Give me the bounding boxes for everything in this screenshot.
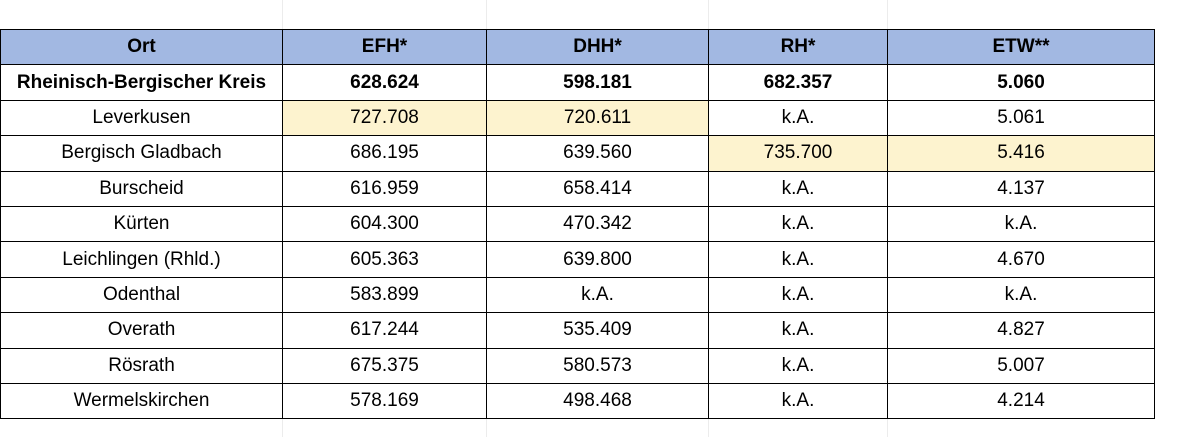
value-cell[interactable]: 535.409 [487,313,709,348]
value-cell[interactable]: k.A. [709,206,888,241]
value-cell[interactable]: 604.300 [283,206,487,241]
value-cell[interactable]: 617.244 [283,313,487,348]
location-cell[interactable]: Rheinisch-Bergischer Kreis [1,65,283,100]
value-cell[interactable]: 686.195 [283,136,487,171]
value-cell[interactable]: 658.414 [487,171,709,206]
value-cell[interactable]: k.A. [709,313,888,348]
location-cell[interactable]: Wermelskirchen [1,383,283,418]
value-cell[interactable]: k.A. [709,171,888,206]
location-cell[interactable]: Burscheid [1,171,283,206]
value-cell[interactable]: 5.416 [888,136,1155,171]
value-cell[interactable]: k.A. [709,277,888,312]
value-cell[interactable]: 735.700 [709,136,888,171]
value-cell[interactable]: 470.342 [487,206,709,241]
value-cell[interactable]: 675.375 [283,348,487,383]
value-cell[interactable]: 4.670 [888,242,1155,277]
value-cell[interactable]: k.A. [888,277,1155,312]
table-row [1,206,1155,241]
value-cell[interactable]: 498.468 [487,383,709,418]
table-row [1,313,1155,348]
table-row [1,171,1155,206]
column-header[interactable]: EFH* [283,30,487,65]
column-header[interactable]: RH* [709,30,888,65]
table-row [1,242,1155,277]
value-cell[interactable]: 4.137 [888,171,1155,206]
value-cell[interactable]: k.A. [709,383,888,418]
table-row [1,65,1155,100]
column-header[interactable]: ETW** [888,30,1155,65]
value-cell[interactable]: 616.959 [283,171,487,206]
value-cell[interactable]: 598.181 [487,65,709,100]
location-cell[interactable]: Kürten [1,206,283,241]
value-cell[interactable]: k.A. [888,206,1155,241]
value-cell[interactable]: 5.060 [888,65,1155,100]
table-row [1,383,1155,418]
location-cell[interactable]: Overath [1,313,283,348]
table-body [1,65,1155,419]
value-cell[interactable]: k.A. [487,277,709,312]
column-header[interactable]: DHH* [487,30,709,65]
value-cell[interactable]: k.A. [709,242,888,277]
location-cell[interactable]: Leichlingen (Rhld.) [1,242,283,277]
location-cell[interactable]: Bergisch Gladbach [1,136,283,171]
table-row [1,277,1155,312]
header-row [1,30,1155,65]
location-cell[interactable]: Rösrath [1,348,283,383]
value-cell[interactable]: 583.899 [283,277,487,312]
value-cell[interactable]: 628.624 [283,65,487,100]
value-cell[interactable]: 639.800 [487,242,709,277]
price-table [0,29,1155,419]
value-cell[interactable]: 682.357 [709,65,888,100]
value-cell[interactable]: 720.611 [487,100,709,135]
value-cell[interactable]: k.A. [709,100,888,135]
location-cell[interactable]: Leverkusen [1,100,283,135]
value-cell[interactable]: k.A. [709,348,888,383]
table-row [1,348,1155,383]
value-cell[interactable]: 727.708 [283,100,487,135]
value-cell[interactable]: 4.827 [888,313,1155,348]
value-cell[interactable]: 5.007 [888,348,1155,383]
table-row [1,136,1155,171]
location-cell[interactable]: Odenthal [1,277,283,312]
value-cell[interactable]: 580.573 [487,348,709,383]
column-header[interactable]: Ort [1,30,283,65]
value-cell[interactable]: 639.560 [487,136,709,171]
table-row [1,100,1155,135]
value-cell[interactable]: 605.363 [283,242,487,277]
value-cell[interactable]: 4.214 [888,383,1155,418]
value-cell[interactable]: 5.061 [888,100,1155,135]
value-cell[interactable]: 578.169 [283,383,487,418]
